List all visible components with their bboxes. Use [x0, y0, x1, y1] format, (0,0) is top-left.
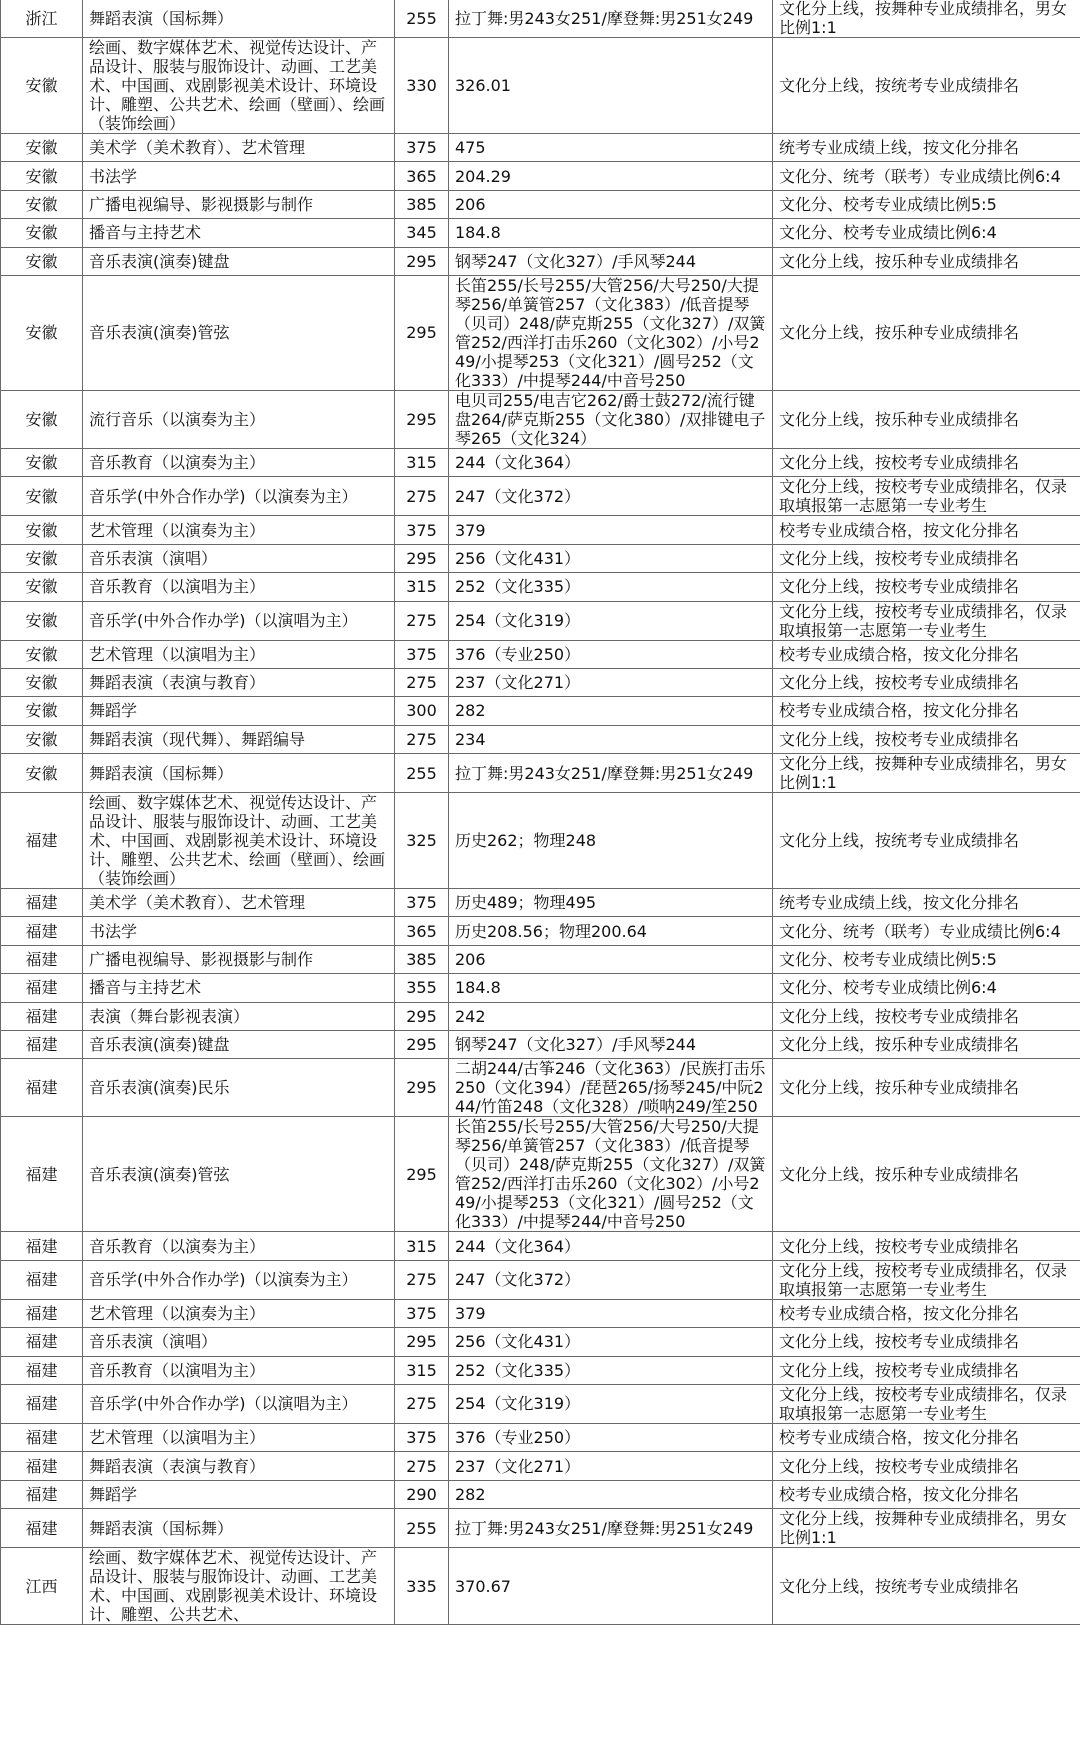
major-cell: 音乐表演（演唱） [83, 544, 395, 572]
professional-score-cell: 电贝司255/电吉它262/爵士鼓272/流行键盘264/萨克斯255（文化380）/双排键电子琴265（文化324） [449, 390, 773, 448]
admission-rule-cell: 文化分上线，按校考专业成绩排名，仅录取填报第一志愿第一专业考生 [773, 601, 1080, 640]
major-cell: 舞蹈表演（表演与教育） [83, 1452, 395, 1480]
province-cell: 福建 [1, 945, 83, 973]
province-cell: 安徽 [1, 219, 83, 247]
province-cell: 安徽 [1, 640, 83, 668]
professional-score-cell: 237（文化271） [449, 1452, 773, 1480]
admission-rule-cell: 校考专业成绩合格，按文化分排名 [773, 1423, 1080, 1451]
province-cell: 安徽 [1, 477, 83, 516]
major-cell: 表演（舞台影视表演） [83, 1002, 395, 1030]
province-cell: 安徽 [1, 573, 83, 601]
admission-rule-cell: 文化分上线，按乐种专业成绩排名 [773, 1031, 1080, 1059]
culture-score-cell: 295 [395, 247, 449, 275]
culture-score-cell: 315 [395, 448, 449, 476]
admission-rule-cell: 文化分、统考（联考）专业成绩比例6:4 [773, 162, 1080, 190]
culture-score-cell: 315 [395, 1356, 449, 1384]
province-cell: 福建 [1, 1384, 83, 1423]
major-cell: 音乐表演(演奏)键盘 [83, 247, 395, 275]
admission-rule-cell: 文化分上线，按乐种专业成绩排名 [773, 1059, 1080, 1117]
culture-score-cell: 255 [395, 754, 449, 793]
culture-score-cell: 365 [395, 162, 449, 190]
culture-score-cell: 300 [395, 697, 449, 725]
professional-score-cell: 370.67 [449, 1548, 773, 1625]
table-row [1, 697, 1080, 725]
culture-score-cell: 295 [395, 275, 449, 390]
professional-score-cell: 历史262；物理248 [449, 793, 773, 889]
professional-score-cell: 379 [449, 1299, 773, 1327]
major-cell: 音乐表演(演奏)管弦 [83, 1117, 395, 1232]
province-cell: 安徽 [1, 668, 83, 696]
professional-score-cell: 247（文化372） [449, 477, 773, 516]
province-cell: 安徽 [1, 134, 83, 162]
province-cell: 福建 [1, 974, 83, 1002]
table-row [1, 793, 1080, 889]
table-row [1, 1509, 1080, 1548]
major-cell: 美术学（美术教育）、艺术管理 [83, 134, 395, 162]
professional-score-cell: 历史208.56；物理200.64 [449, 917, 773, 945]
culture-score-cell: 325 [395, 793, 449, 889]
major-cell: 绘画、数字媒体艺术、视觉传达设计、产品设计、服装与服饰设计、动画、工艺美术、中国画、戏剧影视美术设计、环境设计、雕塑、公共艺术、 [83, 1548, 395, 1625]
admission-rule-cell: 文化分、校考专业成绩比例5:5 [773, 190, 1080, 218]
major-cell: 艺术管理（以演唱为主） [83, 640, 395, 668]
table-row [1, 1328, 1080, 1356]
admission-rule-cell: 文化分上线，按校考专业成绩排名 [773, 448, 1080, 476]
province-cell: 福建 [1, 1059, 83, 1117]
culture-score-cell: 295 [395, 390, 449, 448]
table-row [1, 1117, 1080, 1232]
major-cell: 绘画、数字媒体艺术、视觉传达设计、产品设计、服装与服饰设计、动画、工艺美术、中国画、戏剧影视美术设计、环境设计、雕塑、公共艺术、绘画（壁画）、绘画（装饰绘画） [83, 793, 395, 889]
table-row [1, 390, 1080, 448]
table-row [1, 917, 1080, 945]
admission-rule-cell: 文化分上线，按校考专业成绩排名，仅录取填报第一志愿第一专业考生 [773, 1384, 1080, 1423]
admission-rule-cell: 文化分上线，按校考专业成绩排名 [773, 1452, 1080, 1480]
table-row [1, 1260, 1080, 1299]
major-cell: 书法学 [83, 162, 395, 190]
culture-score-cell: 255 [395, 0, 449, 38]
table-row [1, 134, 1080, 162]
admission-rule-cell: 文化分上线，按舞种专业成绩排名，男女比例1:1 [773, 1509, 1080, 1548]
culture-score-cell: 375 [395, 1299, 449, 1327]
culture-score-cell: 375 [395, 516, 449, 544]
admission-rule-cell: 文化分上线，按统考专业成绩排名 [773, 793, 1080, 889]
major-cell: 舞蹈表演（表演与教育） [83, 668, 395, 696]
professional-score-cell: 244（文化364） [449, 448, 773, 476]
admission-rule-cell: 文化分上线，按舞种专业成绩排名，男女比例1:1 [773, 0, 1080, 38]
major-cell: 舞蹈表演（国标舞） [83, 754, 395, 793]
culture-score-cell: 275 [395, 1384, 449, 1423]
table-row [1, 247, 1080, 275]
professional-score-cell: 钢琴247（文化327）/手风琴244 [449, 1031, 773, 1059]
culture-score-cell: 365 [395, 917, 449, 945]
professional-score-cell: 282 [449, 1480, 773, 1508]
professional-score-cell: 钢琴247（文化327）/手风琴244 [449, 247, 773, 275]
admission-rule-cell: 统考专业成绩上线，按文化分排名 [773, 889, 1080, 917]
table-row [1, 668, 1080, 696]
table-row [1, 448, 1080, 476]
professional-score-cell: 拉丁舞:男243女251/摩登舞:男251女249 [449, 1509, 773, 1548]
table-row [1, 1452, 1080, 1480]
table-row [1, 0, 1080, 38]
table-row [1, 725, 1080, 753]
professional-score-cell: 长笛255/长号255/大管256/大号250/大提琴256/单簧管257（文化383）/低音提琴（贝司）248/萨克斯255（文化327）/双簧管252/西洋打击乐260（文化302）/小号249/小提琴253（文化321）/圆号252（文化333）/中提琴244/中音号250 [449, 1117, 773, 1232]
professional-score-cell: 184.8 [449, 974, 773, 1002]
professional-score-cell: 244（文化364） [449, 1232, 773, 1260]
culture-score-cell: 295 [395, 1031, 449, 1059]
province-cell: 福建 [1, 917, 83, 945]
table-row [1, 477, 1080, 516]
professional-score-cell: 376（专业250） [449, 1423, 773, 1451]
admission-rule-cell: 文化分上线，按校考专业成绩排名 [773, 1328, 1080, 1356]
table-row [1, 1423, 1080, 1451]
admission-rule-cell: 校考专业成绩合格，按文化分排名 [773, 516, 1080, 544]
admission-rule-cell: 文化分上线，按统考专业成绩排名 [773, 38, 1080, 134]
province-cell: 江西 [1, 1548, 83, 1625]
major-cell: 音乐学(中外合作办学)（以演唱为主） [83, 1384, 395, 1423]
table-row [1, 275, 1080, 390]
major-cell: 音乐学(中外合作办学)（以演奏为主） [83, 1260, 395, 1299]
professional-score-cell: 376（专业250） [449, 640, 773, 668]
professional-score-cell: 206 [449, 190, 773, 218]
professional-score-cell: 247（文化372） [449, 1260, 773, 1299]
professional-score-cell: 256（文化431） [449, 544, 773, 572]
culture-score-cell: 375 [395, 1423, 449, 1451]
admission-rule-cell: 文化分、校考专业成绩比例6:4 [773, 219, 1080, 247]
culture-score-cell: 375 [395, 640, 449, 668]
table-row [1, 601, 1080, 640]
province-cell: 福建 [1, 1480, 83, 1508]
table-row [1, 945, 1080, 973]
table-row [1, 1299, 1080, 1327]
major-cell: 艺术管理（以演唱为主） [83, 1423, 395, 1451]
province-cell: 安徽 [1, 247, 83, 275]
professional-score-cell: 379 [449, 516, 773, 544]
province-cell: 福建 [1, 1117, 83, 1232]
admission-rule-cell: 文化分上线，按统考专业成绩排名 [773, 1548, 1080, 1625]
table-row [1, 974, 1080, 1002]
culture-score-cell: 345 [395, 219, 449, 247]
province-cell: 安徽 [1, 697, 83, 725]
table-row [1, 516, 1080, 544]
table-row [1, 1548, 1080, 1625]
province-cell: 福建 [1, 1031, 83, 1059]
professional-score-cell: 475 [449, 134, 773, 162]
major-cell: 舞蹈表演（现代舞）、舞蹈编导 [83, 725, 395, 753]
admission-rule-cell: 文化分、校考专业成绩比例6:4 [773, 974, 1080, 1002]
province-cell: 福建 [1, 1509, 83, 1548]
professional-score-cell: 历史489；物理495 [449, 889, 773, 917]
table-row [1, 1002, 1080, 1030]
province-cell: 福建 [1, 1423, 83, 1451]
professional-score-cell: 184.8 [449, 219, 773, 247]
admission-rule-cell: 文化分上线，按舞种专业成绩排名，男女比例1:1 [773, 754, 1080, 793]
professional-score-cell: 204.29 [449, 162, 773, 190]
major-cell: 艺术管理（以演奏为主） [83, 1299, 395, 1327]
admission-rule-cell: 文化分上线，按乐种专业成绩排名 [773, 1117, 1080, 1232]
admission-rule-cell: 文化分上线，按校考专业成绩排名 [773, 668, 1080, 696]
major-cell: 绘画、数字媒体艺术、视觉传达设计、产品设计、服装与服饰设计、动画、工艺美术、中国画、戏剧影视美术设计、环境设计、雕塑、公共艺术、绘画（壁画）、绘画（装饰绘画） [83, 38, 395, 134]
table-row [1, 544, 1080, 572]
admission-rule-cell: 文化分上线，按乐种专业成绩排名 [773, 247, 1080, 275]
admission-rule-cell: 文化分上线，按校考专业成绩排名 [773, 573, 1080, 601]
major-cell: 舞蹈表演（国标舞） [83, 1509, 395, 1548]
major-cell: 音乐学(中外合作办学)（以演奏为主） [83, 477, 395, 516]
professional-score-cell: 282 [449, 697, 773, 725]
major-cell: 广播电视编导、影视摄影与制作 [83, 190, 395, 218]
province-cell: 福建 [1, 1002, 83, 1030]
major-cell: 音乐表演（演唱） [83, 1328, 395, 1356]
culture-score-cell: 295 [395, 1059, 449, 1117]
admission-rule-cell: 文化分上线，按校考专业成绩排名 [773, 1002, 1080, 1030]
province-cell: 安徽 [1, 275, 83, 390]
culture-score-cell: 385 [395, 945, 449, 973]
culture-score-cell: 315 [395, 573, 449, 601]
professional-score-cell: 234 [449, 725, 773, 753]
admission-rule-cell: 校考专业成绩合格，按文化分排名 [773, 1480, 1080, 1508]
major-cell: 音乐教育（以演奏为主） [83, 1232, 395, 1260]
culture-score-cell: 295 [395, 1328, 449, 1356]
culture-score-cell: 275 [395, 668, 449, 696]
culture-score-cell: 295 [395, 1117, 449, 1232]
major-cell: 播音与主持艺术 [83, 974, 395, 1002]
admission-rule-cell: 统考专业成绩上线，按文化分排名 [773, 134, 1080, 162]
admission-rule-cell: 文化分、统考（联考）专业成绩比例6:4 [773, 917, 1080, 945]
culture-score-cell: 385 [395, 190, 449, 218]
culture-score-cell: 290 [395, 1480, 449, 1508]
major-cell: 书法学 [83, 917, 395, 945]
major-cell: 广播电视编导、影视摄影与制作 [83, 945, 395, 973]
major-cell: 舞蹈表演（国标舞） [83, 0, 395, 38]
professional-score-cell: 二胡244/古筝246（文化363）/民族打击乐250（文化394）/琵琶265/扬琴245/中阮244/竹笛248（文化328）/唢呐249/笙250 [449, 1059, 773, 1117]
major-cell: 舞蹈学 [83, 697, 395, 725]
province-cell: 福建 [1, 1356, 83, 1384]
table-row [1, 1059, 1080, 1117]
professional-score-cell: 254（文化319） [449, 601, 773, 640]
culture-score-cell: 295 [395, 544, 449, 572]
professional-score-cell: 326.01 [449, 38, 773, 134]
major-cell: 美术学（美术教育）、艺术管理 [83, 889, 395, 917]
table-row [1, 190, 1080, 218]
admission-rule-cell: 文化分上线，按校考专业成绩排名，仅录取填报第一志愿第一专业考生 [773, 1260, 1080, 1299]
professional-score-cell: 237（文化271） [449, 668, 773, 696]
admission-rule-cell: 文化分上线，按校考专业成绩排名 [773, 725, 1080, 753]
admission-rule-cell: 文化分、校考专业成绩比例5:5 [773, 945, 1080, 973]
province-cell: 安徽 [1, 448, 83, 476]
professional-score-cell: 254（文化319） [449, 1384, 773, 1423]
professional-score-cell: 拉丁舞:男243女251/摩登舞:男251女249 [449, 0, 773, 38]
major-cell: 流行音乐（以演奏为主） [83, 390, 395, 448]
table-row [1, 1031, 1080, 1059]
province-cell: 福建 [1, 1260, 83, 1299]
professional-score-cell: 206 [449, 945, 773, 973]
admission-rule-cell: 文化分上线，按乐种专业成绩排名 [773, 390, 1080, 448]
province-cell: 浙江 [1, 0, 83, 38]
admission-rule-cell: 校考专业成绩合格，按文化分排名 [773, 640, 1080, 668]
culture-score-cell: 330 [395, 38, 449, 134]
culture-score-cell: 275 [395, 477, 449, 516]
major-cell: 播音与主持艺术 [83, 219, 395, 247]
major-cell: 音乐学(中外合作办学)（以演唱为主） [83, 601, 395, 640]
table-row [1, 1232, 1080, 1260]
admission-rule-cell: 校考专业成绩合格，按文化分排名 [773, 697, 1080, 725]
province-cell: 安徽 [1, 516, 83, 544]
province-cell: 安徽 [1, 38, 83, 134]
table-row [1, 219, 1080, 247]
province-cell: 福建 [1, 1299, 83, 1327]
admission-rule-cell: 文化分上线，按校考专业成绩排名 [773, 1356, 1080, 1384]
province-cell: 安徽 [1, 390, 83, 448]
professional-score-cell: 拉丁舞:男243女251/摩登舞:男251女249 [449, 754, 773, 793]
province-cell: 安徽 [1, 754, 83, 793]
major-cell: 音乐教育（以演唱为主） [83, 573, 395, 601]
culture-score-cell: 275 [395, 601, 449, 640]
admission-rule-cell: 文化分上线，按校考专业成绩排名，仅录取填报第一志愿第一专业考生 [773, 477, 1080, 516]
province-cell: 福建 [1, 1452, 83, 1480]
professional-score-cell: 长笛255/长号255/大管256/大号250/大提琴256/单簧管257（文化383）/低音提琴（贝司）248/萨克斯255（文化327）/双簧管252/西洋打击乐260（文化302）/小号249/小提琴253（文化321）/圆号252（文化333）/中提琴244/中音号250 [449, 275, 773, 390]
admission-rule-cell: 文化分上线，按校考专业成绩排名 [773, 544, 1080, 572]
culture-score-cell: 295 [395, 1002, 449, 1030]
province-cell: 福建 [1, 889, 83, 917]
table-row [1, 1480, 1080, 1508]
culture-score-cell: 255 [395, 1509, 449, 1548]
province-cell: 福建 [1, 793, 83, 889]
province-cell: 安徽 [1, 725, 83, 753]
province-cell: 安徽 [1, 162, 83, 190]
major-cell: 音乐教育（以演奏为主） [83, 448, 395, 476]
culture-score-cell: 335 [395, 1548, 449, 1625]
major-cell: 音乐表演(演奏)键盘 [83, 1031, 395, 1059]
table-row [1, 38, 1080, 134]
province-cell: 安徽 [1, 601, 83, 640]
culture-score-cell: 275 [395, 725, 449, 753]
culture-score-cell: 315 [395, 1232, 449, 1260]
table-body [1, 0, 1080, 1625]
major-cell: 艺术管理（以演奏为主） [83, 516, 395, 544]
professional-score-cell: 252（文化335） [449, 573, 773, 601]
major-cell: 舞蹈学 [83, 1480, 395, 1508]
province-cell: 福建 [1, 1328, 83, 1356]
professional-score-cell: 242 [449, 1002, 773, 1030]
culture-score-cell: 375 [395, 134, 449, 162]
culture-score-cell: 375 [395, 889, 449, 917]
professional-score-cell: 252（文化335） [449, 1356, 773, 1384]
province-cell: 安徽 [1, 544, 83, 572]
professional-score-cell: 256（文化431） [449, 1328, 773, 1356]
admission-rule-cell: 文化分上线，按乐种专业成绩排名 [773, 275, 1080, 390]
culture-score-cell: 275 [395, 1260, 449, 1299]
table-row [1, 889, 1080, 917]
table-row [1, 573, 1080, 601]
major-cell: 音乐教育（以演唱为主） [83, 1356, 395, 1384]
province-cell: 安徽 [1, 190, 83, 218]
table-row [1, 640, 1080, 668]
table-row [1, 754, 1080, 793]
major-cell: 音乐表演(演奏)管弦 [83, 275, 395, 390]
culture-score-cell: 355 [395, 974, 449, 1002]
table-row [1, 162, 1080, 190]
table-row [1, 1356, 1080, 1384]
major-cell: 音乐表演(演奏)民乐 [83, 1059, 395, 1117]
table-row [1, 1384, 1080, 1423]
admission-rule-cell: 文化分上线，按校考专业成绩排名 [773, 1232, 1080, 1260]
province-cell: 福建 [1, 1232, 83, 1260]
admission-rule-cell: 校考专业成绩合格，按文化分排名 [773, 1299, 1080, 1327]
culture-score-cell: 275 [395, 1452, 449, 1480]
